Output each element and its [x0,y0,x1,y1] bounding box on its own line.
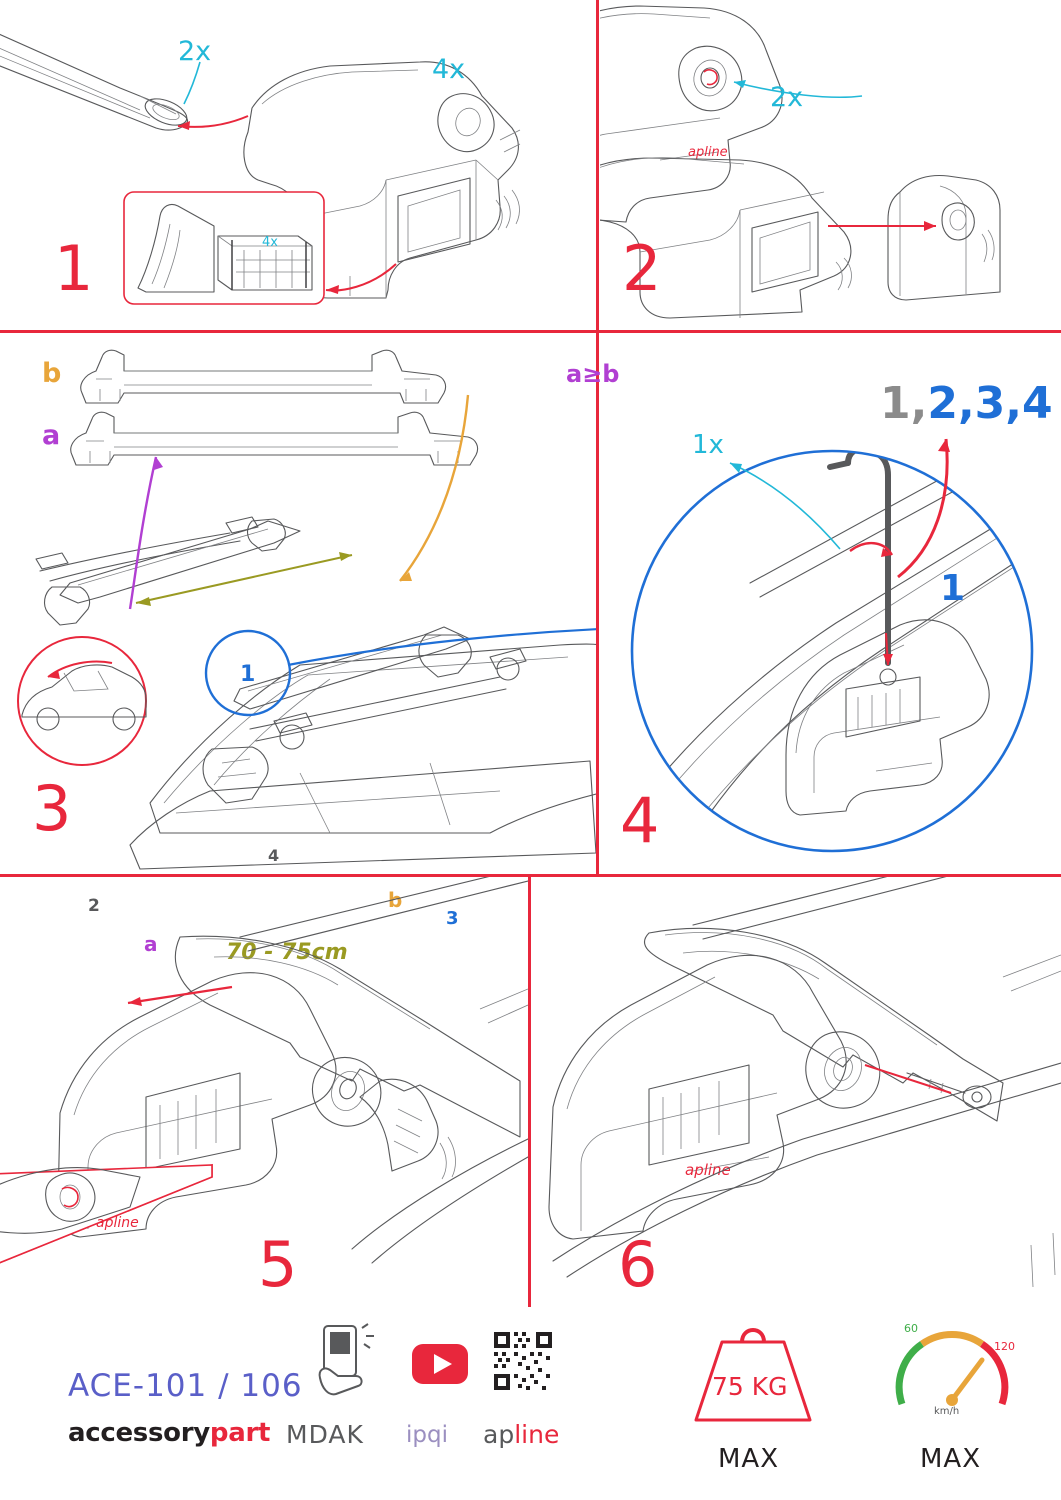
step-3-illustration [0,333,596,874]
mount-order-1: 1 [240,662,256,687]
brand-accessorypart-part2: part [209,1418,271,1448]
mount-order-3: 3 [446,908,459,929]
bar-label-b-roof: b [388,888,403,912]
assembly-arrows-step2 [734,80,936,231]
speed-min-value: 60 [904,1322,918,1335]
qty-label-4x-step1: 4x [432,54,466,85]
vertical-divider-3 [528,877,531,1307]
step-6-illustration [533,877,1061,1307]
step-number-5: 5 [258,1228,299,1301]
bar-label-a-roof: a [144,932,158,956]
qty-label-2x-step2: 2x [770,82,804,113]
step-number-2: 2 [622,232,663,305]
mount-order-2: 2 [88,896,100,916]
condition-label-a-ge-b: a≥b [566,360,620,388]
model-code: ACE-101 / 106 [68,1368,303,1404]
crossbar-drawing [0,30,191,130]
svg-text:4x: 4x [262,235,278,250]
svg-text:apline: apline [685,1161,731,1179]
brand-apline-part2: line [514,1420,560,1449]
sequence-label [880,378,1053,429]
qr-scan-hand-icon [312,1322,382,1400]
step-number-1: 1 [54,232,95,305]
step-number-4: 4 [620,784,661,857]
step-2-illustration [600,0,1061,330]
key-removal-drawing [549,877,1061,1287]
brand-apline-part1: ap [483,1420,515,1449]
qty-label-2x-step1: 2x [178,36,212,67]
sequence-blue: 2,3,4 [927,378,1053,429]
distance-label: 70 - 75cm [226,940,348,965]
weight-value: 75 KG [712,1372,788,1401]
footer [0,1310,1061,1500]
mount-order-4: 4 [268,846,280,865]
svg-text:apline: apline [96,1215,139,1231]
speed-unit: km/h [934,1406,960,1417]
car-direction-icon [18,637,146,765]
torque-step-1: 1 [940,568,966,609]
weight-max-label: MAX [718,1444,780,1474]
speed-max-value: 120 [994,1340,1015,1353]
youtube-icon[interactable] [410,1342,472,1386]
brand-mdak: MDAK [286,1420,364,1449]
brand-accessorypart-part1: accessory [68,1418,210,1448]
bar-label-a: a [42,420,61,451]
detail-inset-step5 [0,1165,212,1295]
qr-code-icon [492,1330,554,1392]
weight-icon [688,1308,818,1428]
svg-text:apline: apline [688,145,728,160]
crossbar-a-drawing [71,412,478,465]
bar-label-b: b [42,358,62,389]
sequence-grey: 1, [880,378,928,429]
brand-apline [483,1420,559,1449]
brand-accessorypart [68,1418,270,1448]
rack-foot-top-drawing [600,6,782,222]
qty-label-1x-step4: 1x [692,430,724,460]
speed-max-label: MAX [920,1444,982,1474]
vertical-divider-2 [596,333,599,874]
detail-inset-box [124,192,324,304]
step-number-6: 6 [618,1228,659,1301]
crossbar-b-drawing [81,350,446,403]
brand-ipqi: ipqi [406,1422,448,1448]
step-number-3: 3 [32,772,73,845]
